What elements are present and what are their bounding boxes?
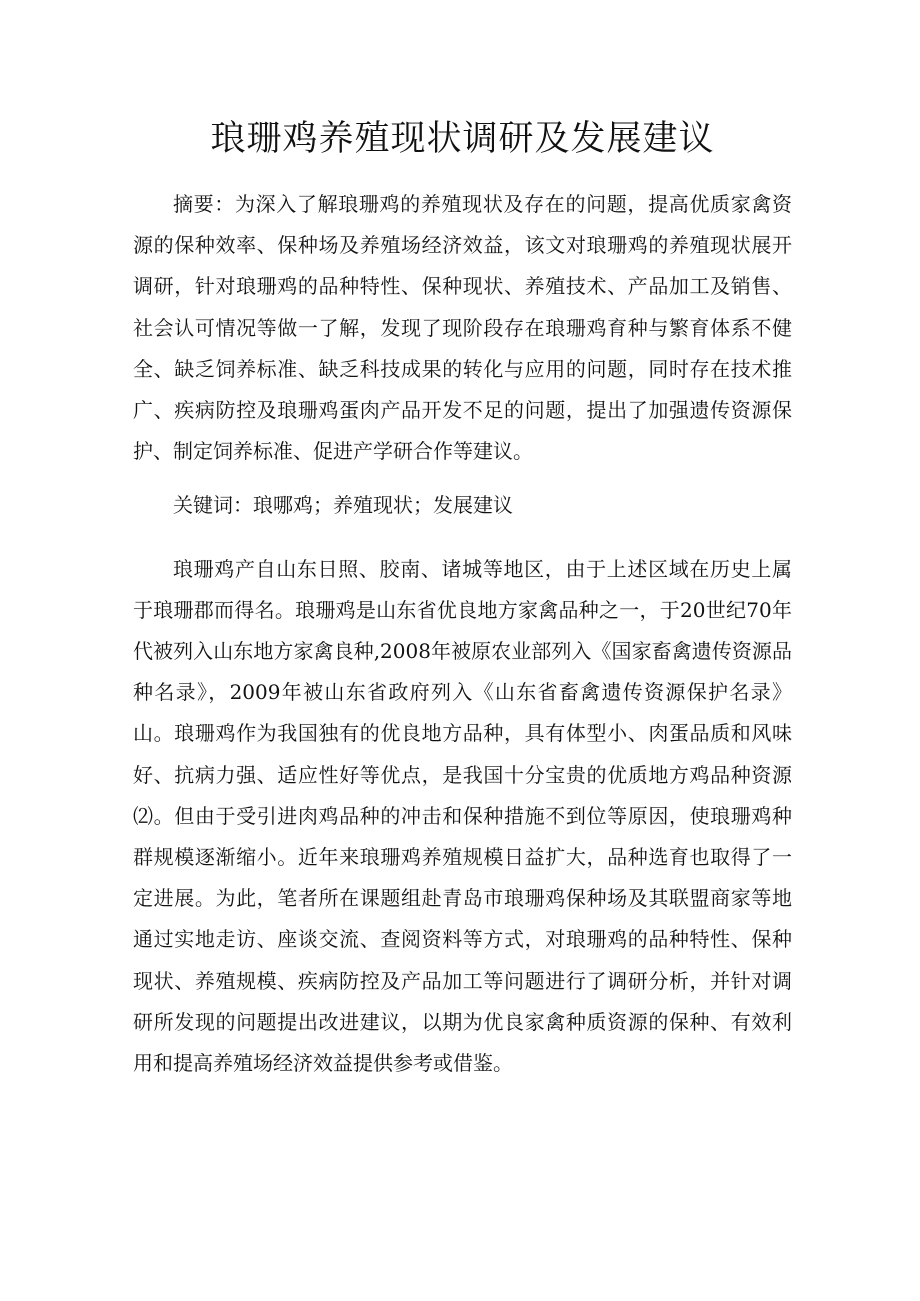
keywords-line: 关键词：琅哪鸡；养殖现状；发展建议 xyxy=(173,493,513,518)
body-paragraph: 琅珊鸡产自山东日照、胶南、诸城等地区，由于上述区域在历史上属于琅珊郡而得名。琅珊鸡是山东省优良地方家禽品种之一，于20世纪70年代被列入山东地方家禽良种,2008年被原农业部列入《国家畜禽遗传资源品种名录》，2009年被山东省政府列入《山东省畜禽遗传资源保护名录》山。琅珊鸡作为我国独有的优良地方品种，具有体型小、肉蛋品质和风味好、抗病力强、适应性好等优点，是我国十分宝贵的优质地方鸡品种资源⑵。但由于受引进肉鸡品种的冲击和保种措施不到位等原因，使琅珊鸡种群规模逐渐缩小。近年来琅珊鸡养殖规模日益扩大，品种选育也取得了一定进展。为此，笔者所在课题组赴青岛市琅珊鸡保种场及其联盟商家等地通过实地走访、座谈交流、查阅资料等方式，对琅珊鸡的品种特性、保种现状、养殖规模、疾病防控及产品加工等问题进行了调研分析，并针对调研所发现的问题提出改进建议，以期为优良家禽种质资源的保种、有效利用和提高养殖场经济效益提供参考或借鉴。 xyxy=(133,556,792,1076)
abstract-paragraph: 摘要：为深入了解琅珊鸡的养殖现状及存在的问题，提高优质家禽资源的保种效率、保种场及养殖场经济效益，该文对琅珊鸡的养殖现状展开调研，针对琅珊鸡的品种特性、保种现状、养殖技术、产品加工及销售、社会认可情况等做一了解，发现了现阶段存在琅珊鸡育种与繁育体系不健全、缺乏饲养标准、缺乏科技成果的转化与应用的问题，同时存在技术推广、疾病防控及琅珊鸡蛋肉产品开发不足的问题，提出了加强遗传资源保护、制定饲养标准、促进产学研合作等建议。 xyxy=(133,192,792,464)
document-title: 琅珊鸡养殖现状调研及发展建议 xyxy=(210,119,715,159)
